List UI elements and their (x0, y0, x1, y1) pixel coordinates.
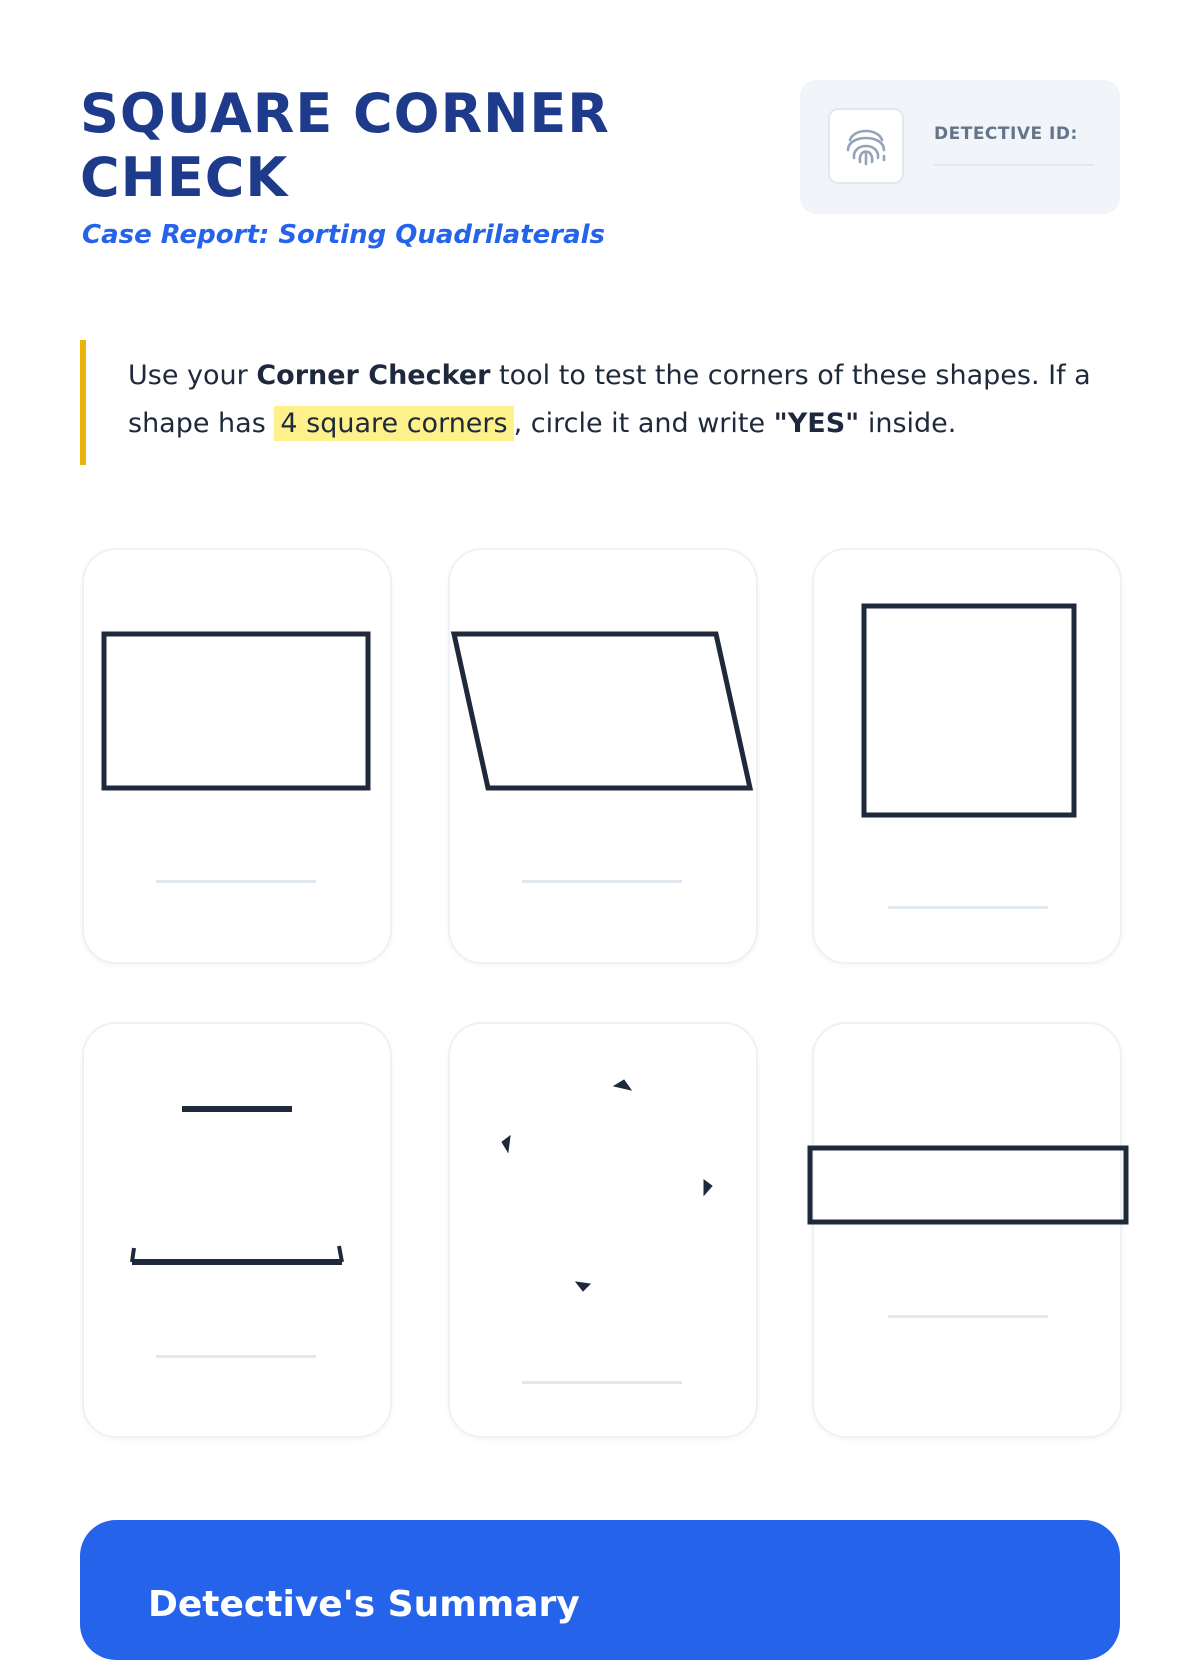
instructions-text-4: inside. (859, 408, 957, 439)
title-line-1: SQUARE CORNER (80, 82, 610, 145)
shape-rectangle (104, 634, 368, 788)
shape-parallelogram (454, 634, 750, 788)
detective-id-label: DETECTIVE ID: (934, 124, 1078, 144)
shape-fragment-bottom (576, 1282, 590, 1291)
shape-fragment-left (502, 1136, 510, 1152)
instructions-text-2: tool to test the corners of these shapes. If a shape has (128, 360, 1091, 439)
instructions-highlight: 4 square corners (274, 406, 513, 441)
page-subtitle: Case Report: Sorting Quadrilaterals (82, 220, 606, 250)
instructions-yes: "YES" (773, 408, 860, 439)
summary-banner (80, 1520, 1120, 1660)
shape-square (864, 606, 1074, 815)
shape-long-rectangle (810, 1148, 1126, 1222)
summary-banner-title: Detective's Summary (148, 1584, 580, 1625)
shape-fragment-top (614, 1080, 631, 1090)
title-line-2: CHECK (80, 146, 289, 209)
shape-trapezoid-left-tick (132, 1248, 134, 1262)
instructions-text-1: Use your (128, 360, 257, 391)
shape-fragment-right (704, 1180, 712, 1195)
instructions-text-3: , circle it and write (513, 408, 774, 439)
instructions-tool-name: Corner Checker (256, 360, 491, 391)
